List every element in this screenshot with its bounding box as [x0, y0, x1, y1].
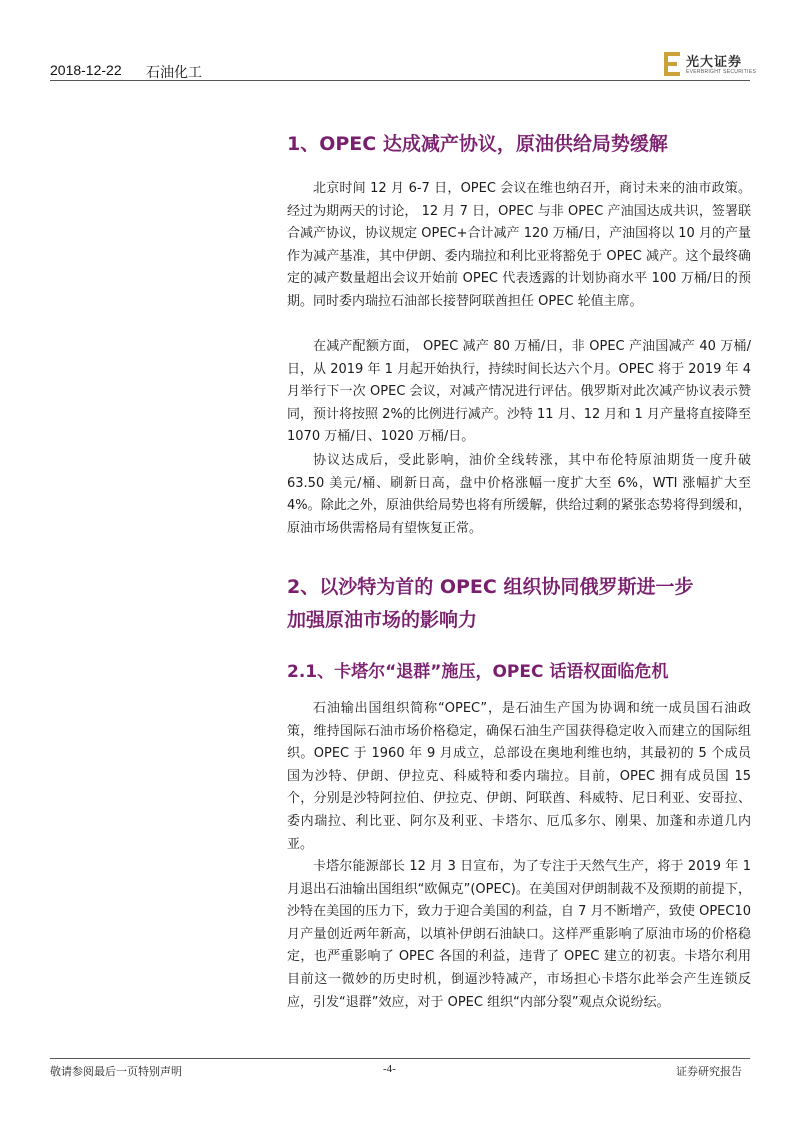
report-category: 石油化工 [146, 65, 202, 81]
page-number: -4- [383, 1063, 396, 1075]
footer-report-type: 证券研究报告 [676, 1065, 742, 1078]
section-2-1-paragraph-1: 石油输出国组织简称“OPEC”，是石油生产国为协调和统一成员国石油政策，维持国际石油市场价格稳定，确保石油生产国获得稳定收入而建立的国际组织。OPEC 于 1960 年 9 月成立，总部设在奥地利维也纳，其最初的 5 个成员国为沙特、伊朗、伊拉克、科威特和委内瑞拉。目前，OPEC 拥有成员国 15 个，分别是沙特阿拉伯、伊拉克、伊朗、阿联酋、科威特、尼日利亚、安哥拉、委内瑞拉、利比亚、阿尔及利亚、卡塔尔、厄瓜多尔、刚果、加蓬和赤道几内亚。 [287, 701, 751, 852]
section-2-1-heading: 2.1、卡塔尔“退群”施压，OPEC 话语权面临危机 [287, 662, 669, 682]
report-date: 2018-12-22 [50, 62, 122, 78]
section-2-1-paragraph-2: 卡塔尔能源部长 12 月 3 日宣布，为了专注于天然气生产，将于 2019 年 1 月退出石油输出国组织“欧佩克”(OPEC)。在美国对伊朗制裁不及预期的前提下，沙特在美国的压力下，致力于迎合美国的利益，自 7 月不断增产，致使 OPEC10 月产量创近两年新高，以填补伊朗石油缺口。这样严重影响了原油市场的价格稳定，也严重影响了 OPEC 各国的利益，违背了 OPEC 建立的初衷。卡塔尔利用目前这一微妙的历史时机，倒逼沙特减产，市场担心卡塔尔此举会产生连锁反应，引发“退群”效应，对于 OPEC 组织“内部分裂”观点众说纷纭。 [287, 859, 751, 1010]
footer-disclaimer: 敬请参阅最后一页特别声明 [50, 1065, 182, 1078]
section-2-heading-line-2: 加强原油市场的影响力 [287, 609, 478, 631]
section-1-paragraph-2: 在减产配额方面， OPEC 减产 80 万桶/日，非 OPEC 产油国减产 40 万桶/日，从 2019 年 1 月起开始执行，持续时间长达六个月。OPEC 将于 2019 年 4 月举行下一次 OPEC 会议，对减产情况进行评估。俄罗斯对此次减产协议表示赞同，预计将按照 2%的比例进行减产。沙特 11 月、12 月和 1 月产量将直接降至 1070 万桶/日、1020 万桶/日。 [287, 339, 751, 445]
section-1-paragraph-3: 协议达成后，受此影响，油价全线转涨，其中布伦特原油期货一度升破 63.50 美元/桶、刷新日高，盘中价格涨幅一度扩大至 6%，WTI 涨幅扩大至 4%。除此之外，原油供给局势也将有所缓解，供给过剩的紧张态势将得到缓和，原油市场供需格局有望恢复正常。 [287, 453, 751, 536]
page-header [50, 58, 750, 82]
logo-text-cn: 光大证券 [686, 55, 743, 70]
section-2-heading-line-1: 2、以沙特为首的 OPEC 组织协同俄罗斯进一步 [287, 576, 694, 598]
section-1-heading: 1、OPEC 达成减产协议，原油供给局势缓解 [287, 133, 668, 155]
logo-text-en: EVERBRIGHT SECURITIES [686, 69, 757, 75]
header-divider [50, 80, 750, 81]
everbright-logo [664, 50, 757, 78]
everbright-logo-icon [664, 52, 682, 76]
footer-divider [50, 1058, 750, 1059]
section-1-paragraph-1: 北京时间 12 月 6-7 日，OPEC 会议在维也纳召开，商讨未来的油市政策。经过为期两天的讨论， 12 月 7 日，OPEC 与非 OPEC 产油国达成共识，签署联合减产协议，协议规定 OPEC+合计减产 120 万桶/日，产油国将以 10 月的产量作为减产基准，其中伊朗、委内瑞拉和利比亚将豁免于 OPEC 减产。这个最终确定的减产数量超出会议开始前 OPEC 代表透露的计划协商水平 100 万桶/日的预期。同时委内瑞拉石油部长接替阿联酋担任 OPEC 轮值主席。 [287, 181, 751, 309]
